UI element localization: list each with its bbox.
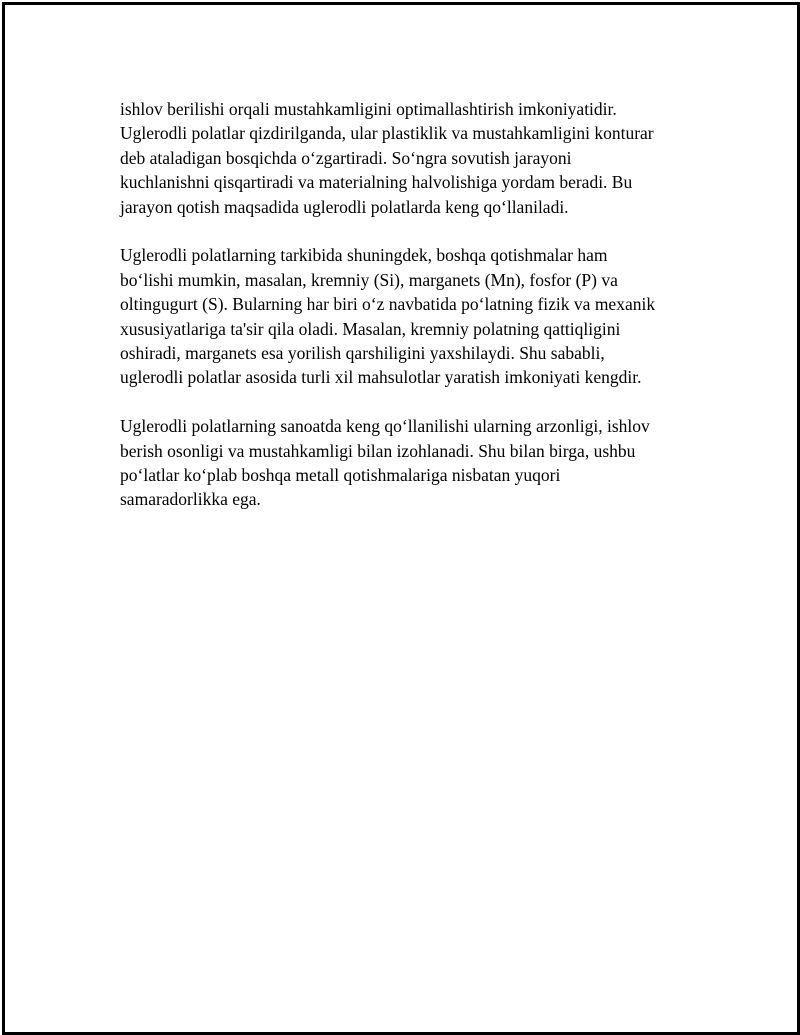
text-line: oshiradi, marganets esa yorilish qarshiligini yaxshilaydi. Shu sababli, (120, 343, 605, 364)
paragraph-3 (120, 414, 700, 512)
text-line: xususiyatlariga ta'sir qila oladi. Masalan, kremniy polatning qattiqligini (120, 318, 621, 339)
text-line: Uglerodli polatlarning tarkibida shuningdek, boshqa qotishmalar ham (120, 245, 608, 266)
text-line: jarayon qotish maqsadida uglerodli polatlarda keng qo‘llaniladi. (120, 196, 569, 217)
text-line: deb ataladigan bosqichda o‘zgartiradi. So‘ngra sovutish jarayoni (120, 147, 572, 168)
page-frame (2, 2, 800, 1035)
text-line: kuchlanishni qisqartiradi va materialning halvolishiga yordam beradi. Bu (120, 172, 633, 193)
text-line: berish osonligi va mustahkamligi bilan izohlanadi. Shu bilan birga, ushbu (120, 440, 636, 461)
text-line: Uglerodli polatlar qizdirilganda, ular plastiklik va mustahkamligini konturar (120, 123, 654, 144)
text-line: ishlov berilishi orqali mustahkamligini optimallashtirish imkoniyatidir. (120, 99, 617, 119)
paragraph-1 (120, 97, 700, 219)
text-line: bo‘lishi mumkin, masalan, kremniy (Si), marganets (Mn), fosfor (P) va (120, 269, 618, 290)
text-line: oltingugurt (S). Bularning har biri o‘z navbatida po‘latning fizik va mexanik (120, 294, 656, 315)
paragraph-2 (120, 243, 700, 389)
document-body (120, 97, 700, 536)
text-line: po‘latlar ko‘plab boshqa metall qotishmalariga nisbatan yuqori (120, 465, 561, 486)
text-line: uglerodli polatlar asosida turli xil mahsulotlar yaratish imkoniyati kengdir. (120, 367, 642, 388)
text-line: samaradorlikka ega. (120, 489, 261, 510)
text-line: Uglerodli polatlarning sanoatda keng qo‘llanilishi ularning arzonligi, ishlov (120, 416, 650, 437)
